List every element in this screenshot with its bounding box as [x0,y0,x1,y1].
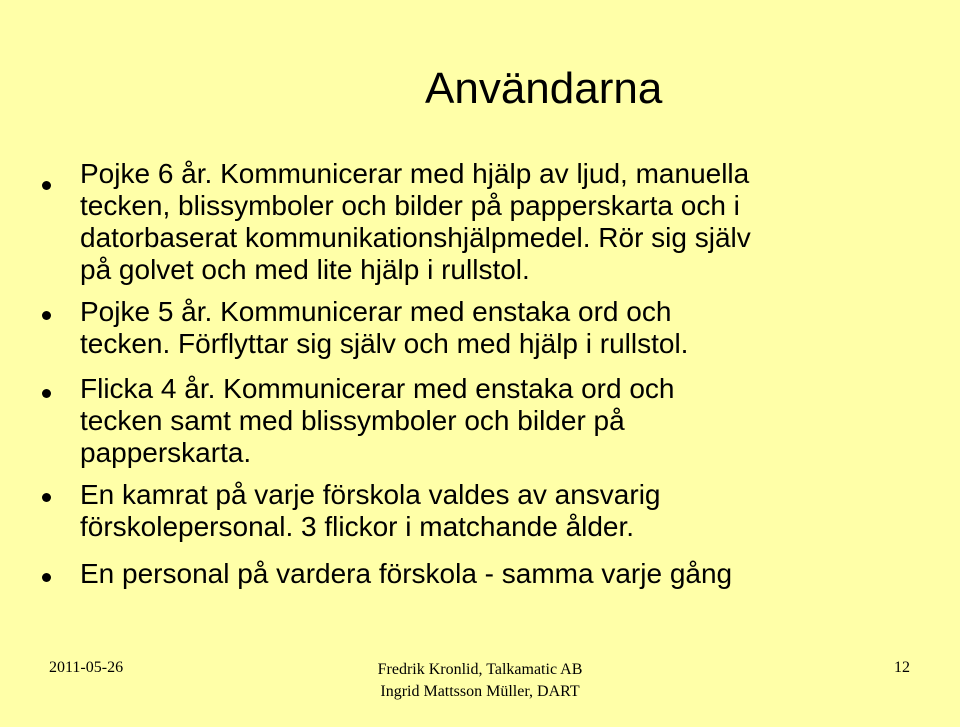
bullet-text: Pojke 5 år. Kommunicerar med enstaka ord och tecken. Förflyttar sig själv och med hjälp i rullstol. [80,296,689,359]
footer-author-line-2: Ingrid Mattsson Müller, DART [380,683,580,700]
footer-author-line-1: Fredrik Kronlid, Talkamatic AB [377,661,583,678]
bullet-dot-icon [42,389,51,398]
page-number: 12 [894,659,910,676]
bullet-text: Flicka 4 år. Kommunicerar med enstaka ord och tecken samt med blissymboler och bilder på papperskarta. [80,373,675,468]
bullet-dot-icon [42,181,51,190]
bullet-dot-icon [42,573,51,582]
bullet-text: En kamrat på varje förskola valdes av ansvarig förskolepersonal. 3 flickor i matchande ålder. [80,479,661,542]
bullet-text: En personal på vardera förskola - samma varje gång [80,558,733,589]
footer-author [355,659,605,703]
footer-date: 2011-05-26 [49,659,124,676]
bullet-dot-icon [42,493,51,502]
bullet-text: Pojke 6 år. Kommunicerar med hjälp av ljud, manuella tecken, blissymboler och bilder på papperskarta och i datorbaserat kommunikationshjälpmedel. Rör sig själv på golvet och med lite hjälp i rullstol. [80,158,751,285]
bullet-dot-icon [42,311,51,320]
slide-title: Användarna [425,64,663,113]
